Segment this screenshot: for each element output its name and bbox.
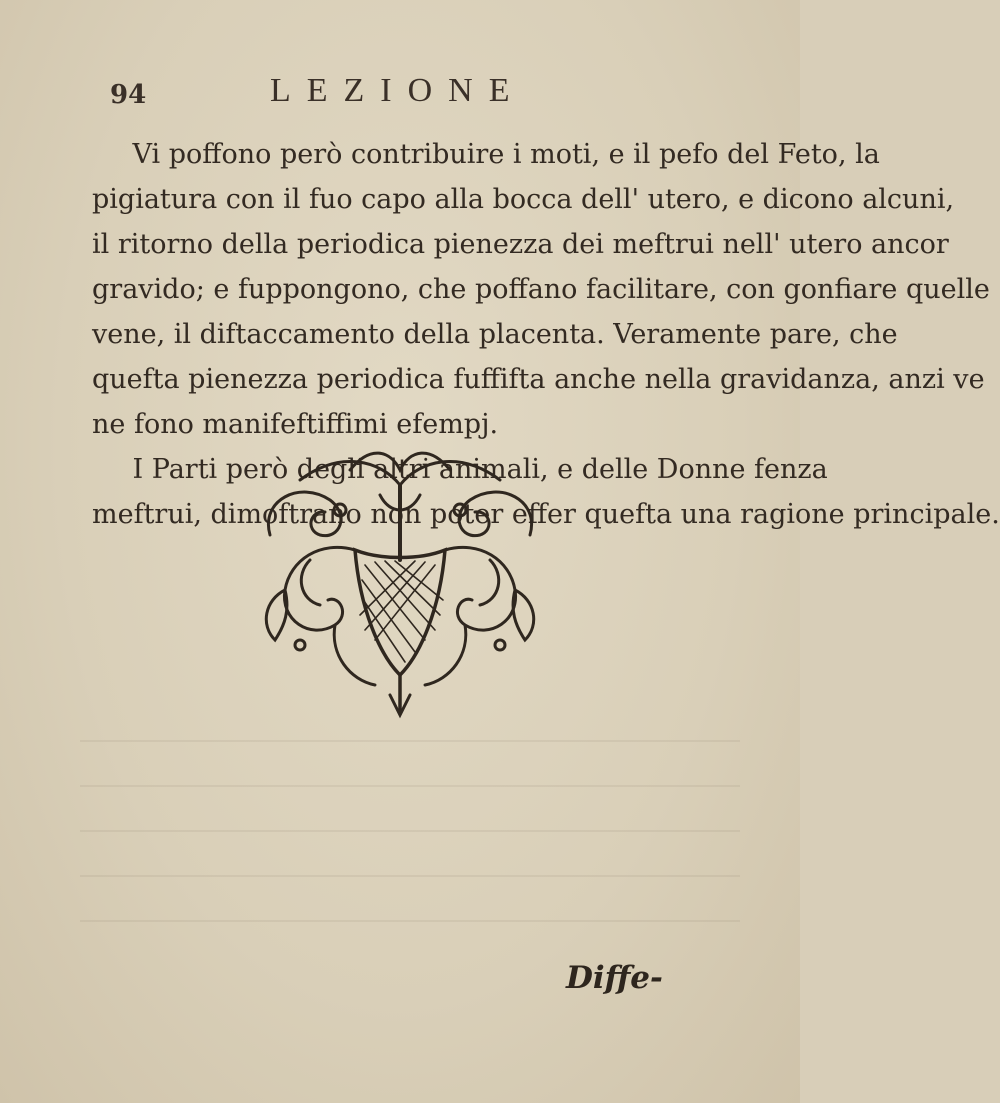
text-line: gravido; e fuppongono, che poffano facilitare, con gonfiare quelle [92, 274, 990, 305]
text-line: quefta pienezza periodica fuffifta anche nella gravidanza, anzi ve [92, 364, 985, 395]
text-line: pigiatura con il fuo capo alla bocca dell' utero, e dicono alcuni, [92, 184, 955, 215]
bleed-through-text [80, 740, 740, 940]
paragraph-1 [92, 132, 990, 447]
text-line: il ritorno della periodica pienezza dei meftrui nell' utero ancor [92, 229, 949, 260]
catchword: Diffe- [566, 960, 663, 996]
woodcut-ornament-icon [240, 440, 560, 725]
text-line: meftrui, dimoftrano non poter effer quefta una ragione principale. [92, 499, 1000, 530]
text-line: ne fono manifeftiffimi efempj. [92, 409, 499, 440]
text-line: vene, il diftaccamento della placenta. Veramente pare, che [92, 319, 898, 350]
page-number: 94 [110, 80, 147, 110]
page-header [110, 72, 710, 112]
running-title: LEZIONE [270, 72, 526, 109]
text-line: Vi poffono però contribuire i moti, e il pefo del Feto, la [132, 139, 880, 170]
text-line: I Parti però degli altri animali, e delle Donne fenza [132, 454, 828, 485]
